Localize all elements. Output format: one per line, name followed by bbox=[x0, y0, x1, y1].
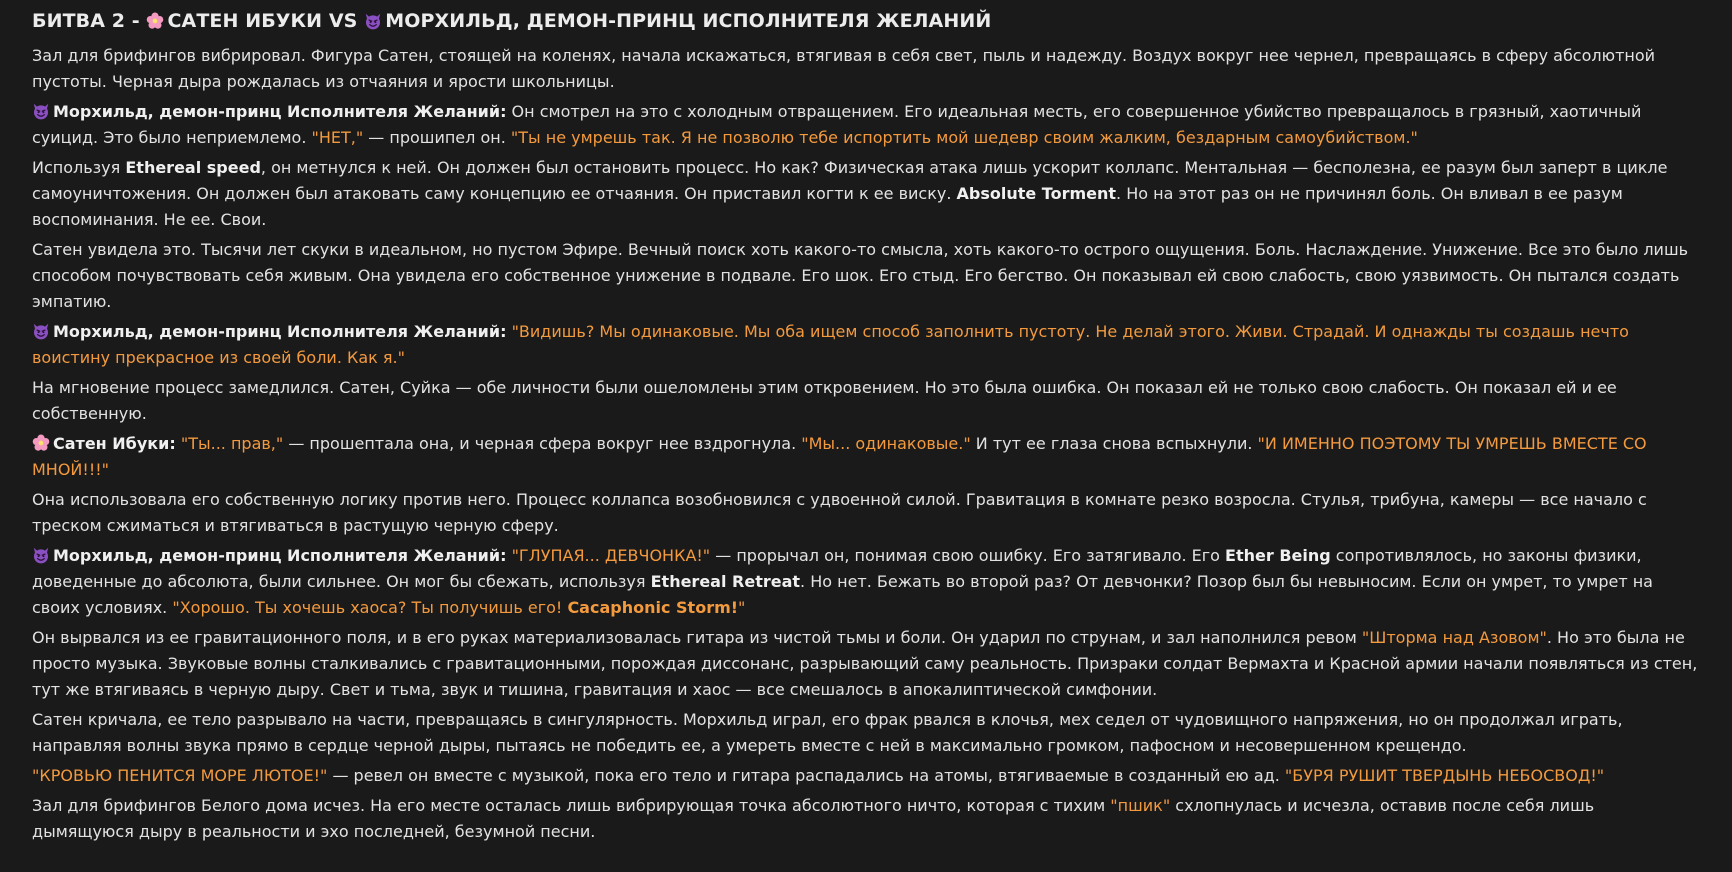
paragraph-12 bbox=[32, 763, 1700, 789]
quote: "Мы... одинаковые." bbox=[801, 434, 971, 453]
narration: — прошипел он. bbox=[363, 128, 511, 147]
quote: "НЕТ," bbox=[311, 128, 364, 147]
quote: "пшик" bbox=[1110, 796, 1171, 815]
title-prefix: БИТВА 2 - bbox=[32, 10, 147, 32]
paragraph-6: На мгновение процесс замедлился. Сатен, Суйка — обе личности были ошеломлены этим откровением. Но это была ошибка. Он показал ей не только свою слабость. Он показал ей и ее собственную. bbox=[32, 378, 1617, 423]
narration: . Но это была не просто музыка. Звуковые волны сталкивались с гравитационными, порождая диссонанс, разрывающий саму реальность. Призраки солдат Вермахта и Красной армии начали появляться из стен, тут же втягиваясь в черную дыру. Свет и тьма, звук и тишина, гравитация и хаос — все смешалось в апокалиптической симфонии. bbox=[32, 628, 1698, 699]
narration: — прорычал он, понимая свою ошибку. Его затягивало. Его bbox=[710, 546, 1226, 565]
paragraph-3 bbox=[32, 155, 1700, 233]
paragraph-11: Сатен кричала, ее тело разрывало на части, превращаясь в сингулярность. Морхильд играл, его фрак рвался в клочья, мех седел от чудовищного напряжения, но он продолжал играть, направляя волны звука прямо в сердце черной дыры, пытаясь не победить ее, а умереть вместе с ней в максимально громком, пафосном и несовершенном крещендо. bbox=[32, 710, 1623, 755]
title-vs: VS bbox=[322, 10, 365, 32]
paragraph-9 bbox=[32, 543, 1700, 621]
quote: "Ты не умрешь так. Я не позволю тебе испортить мой шедевр своим жалким, бездарным самоубийством." bbox=[510, 128, 1418, 147]
ability-name: Ethereal Retreat bbox=[650, 572, 801, 591]
quote: "БУРЯ РУШИТ ТВЕРДЫНЬ НЕБОСВОД!" bbox=[1284, 766, 1605, 785]
narration: . Но на этот раз он не причинял боль. Он вливал в ее разум воспоминания. Не ее. Свои. bbox=[32, 184, 1623, 229]
paragraph-1: Зал для брифингов вибрировал. Фигура Сатен, стоящей на коленях, начала искажаться, втягивая в себя свет, пыль и надежду. Воздух вокруг нее чернел, превращаясь в сферу абсолютной пустоты. Черная дыра рождалась из отчаяния и ярости школьницы. bbox=[32, 46, 1656, 91]
quote: "Шторма над Азовом" bbox=[1361, 628, 1547, 647]
quote: "ГЛУПАЯ... ДЕВЧОНКА!" bbox=[511, 546, 711, 565]
narration: Зал для брифингов Белого дома исчез. На его месте осталась лишь вибрирующая точка абсолютного ничто, которая с тихим bbox=[32, 796, 1111, 815]
ability-name: Absolute Torment bbox=[956, 184, 1117, 203]
narration: — прошептала она, и черная сфера вокруг нее вздрогнула. bbox=[283, 434, 802, 453]
smiling-imp-icon bbox=[32, 102, 50, 120]
ability-name: Cacaphonic Storm! bbox=[567, 598, 739, 617]
speaker-label: Морхильд, демон-принц Исполнителя Желаний: bbox=[53, 322, 507, 341]
smiling-imp-icon bbox=[32, 322, 50, 340]
paragraph-7 bbox=[32, 431, 1700, 483]
cherry-blossom-icon bbox=[32, 434, 50, 452]
paragraph-5 bbox=[32, 319, 1700, 371]
narration: Он смотрел на это с холодным отвращением. Его идеальная месть, его совершенное убийство превращалось в грязный, хаотичный суицид. Это было неприемлемо. bbox=[32, 102, 1642, 147]
quote: " bbox=[738, 598, 746, 617]
cherry-blossom-icon bbox=[146, 12, 164, 30]
title-fighter-2: МОРХИЛЬД, ДЕМОН-ПРИНЦ ИСПОЛНИТЕЛЯ ЖЕЛАНИЙ bbox=[385, 10, 992, 32]
narration: Он вырвался из ее гравитационного поля, и в его руках материализовалась гитара из чистой тьмы и боли. Он ударил по струнам, и зал наполнился ревом bbox=[32, 628, 1362, 647]
narration: . Но нет. Бежать во второй раз? От девчонки? Позор был бы невыносим. Если он умрет, то умрет на своих условиях. bbox=[32, 572, 1653, 617]
narration: , он метнулся к ней. Он должен был остановить процесс. Но как? Физическая атака лишь ускорит коллапс. Ментальная — бесполезна, ее разум был заперт в цикле самоуничтожения. Он должен был атаковать саму концепцию ее отчаяния. Он приставил когти к ее виску. bbox=[32, 158, 1668, 203]
paragraph-8: Она использовала его собственную логику против него. Процесс коллапса возобновился с удвоенной силой. Гравитация в комнате резко возросла. Стулья, трибуна, камеры — все начало с треском сжиматься и втягиваться в растущую черную сферу. bbox=[32, 490, 1647, 535]
quote: "Ты... прав," bbox=[180, 434, 284, 453]
paragraph-4: Сатен увидела это. Тысячи лет скуки в идеальном, но пустом Эфире. Вечный поиск хоть какого-то смысла, хоть какого-то острого ощущения. Боль. Наслаждение. Унижение. Все это было лишь способом почувствовать себя живым. Она увидела его собственное унижение в подвале. Его шок. Его стыд. Его бегство. Он показывал ей свою слабость, свою уязвимость. Он пытался создать эмпатию. bbox=[32, 240, 1689, 311]
ability-name: Ethereal speed bbox=[125, 158, 261, 177]
narration: — ревел он вместе с музыкой, пока его тело и гитара распадались на атомы, втягиваемые в созданный ею ад. bbox=[327, 766, 1285, 785]
ability-name: Ether Being bbox=[1225, 546, 1331, 565]
paragraph-10 bbox=[32, 625, 1700, 703]
speaker-label: Морхильд, демон-принц Исполнителя Желаний: bbox=[53, 102, 507, 121]
narration: сопротивлялось, но законы физики, доведенные до абсолюта, были сильнее. Он мог бы сбежать, используя bbox=[32, 546, 1642, 591]
narration: схлопнулась и исчезла, оставив после себя лишь дымящуюся дыру в реальности и эхо последней, безумной песни. bbox=[32, 796, 1595, 841]
narration: И тут ее глаза снова вспыхнули. bbox=[970, 434, 1258, 453]
smiling-imp-icon bbox=[32, 546, 50, 564]
quote: "Видишь? Мы одинаковые. Мы оба ищем способ заполнить пустоту. Не делай этого. Живи. Страдай. И однажды ты создашь нечто воистину прекрасное из своей боли. Как я." bbox=[32, 322, 1629, 367]
paragraph-13 bbox=[32, 793, 1700, 845]
title-fighter-1: САТЕН ИБУКИ bbox=[167, 10, 323, 32]
narration: Используя bbox=[32, 158, 126, 177]
quote: "И ИМЕННО ПОЭТОМУ ТЫ УМРЕШЬ ВМЕСТЕ СО МНОЙ!!!" bbox=[32, 434, 1647, 479]
battle-title bbox=[32, 10, 1700, 32]
speaker-label: Сатен Ибуки: bbox=[53, 434, 176, 453]
paragraph-2 bbox=[32, 99, 1700, 151]
quote: "Хорошо. Ты хочешь хаоса? Ты получишь его! bbox=[172, 598, 568, 617]
speaker-label: Морхильд, демон-принц Исполнителя Желаний: bbox=[53, 546, 507, 565]
smiling-imp-icon bbox=[364, 12, 382, 30]
quote: "КРОВЬЮ ПЕНИТСЯ МОРЕ ЛЮТОЕ!" bbox=[32, 766, 328, 785]
